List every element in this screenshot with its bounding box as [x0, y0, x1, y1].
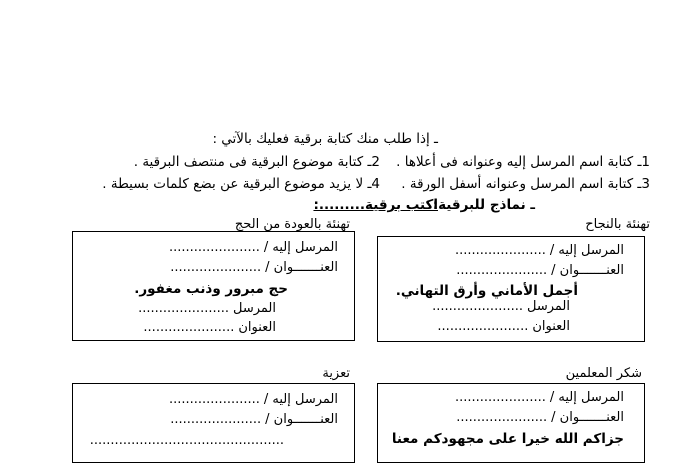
models-task: اكتب برقية.........: [313, 197, 438, 213]
recipient-line [455, 390, 624, 406]
telegram-box-hajj [72, 231, 355, 341]
telegram-message: جزاكم الله خيرا على مجهودكم معنا [391, 431, 624, 447]
recipient-label: المرسل إليه / [549, 390, 624, 405]
sender-address-line [143, 320, 276, 336]
telegram-title-thanks: شكر المعلمين [565, 366, 642, 381]
sender-label: المرسل [233, 301, 276, 316]
recipient-blank: ...................... [168, 240, 260, 255]
recipient-blank: ...................... [168, 392, 260, 407]
address-blank: ...................... [456, 263, 548, 278]
address-label: العنـــــــوان / [551, 410, 624, 425]
sender-address-label: العنوان [532, 319, 570, 334]
address-line [170, 412, 338, 428]
recipient-blank: ...................... [454, 390, 546, 405]
sender-address-line [437, 319, 570, 335]
address-line [170, 260, 338, 276]
telegram-box-thanks [377, 383, 645, 463]
telegram-message: حج مبرور وذنب مغفور. [134, 281, 288, 297]
sender-address-label: العنوان [238, 320, 276, 335]
models-heading: ـ نماذج للبرقية: [432, 197, 535, 213]
address-line [456, 410, 624, 426]
instruction-item-2: 2ـ كتابة موضوع البرقية فى منتصف البرقية . [133, 154, 380, 170]
recipient-line [169, 240, 338, 256]
telegram-message: أجمل الأماني وأرق التهاني. [395, 283, 578, 299]
telegram-title-hajj: تهنئة بالعودة من الحج [234, 217, 350, 232]
recipient-label: المرسل إليه / [549, 243, 624, 258]
address-label: العنـــــــوان / [265, 412, 338, 427]
telegram-title-condolence: تعزية [322, 366, 350, 381]
sender-address-blank: ...................... [143, 320, 235, 335]
address-blank: ...................... [170, 260, 262, 275]
telegram-title-success: تهنئة بالنجاح [585, 217, 650, 232]
sender-line [138, 301, 276, 317]
sender-blank: ...................... [432, 299, 523, 314]
telegram-box-success [377, 236, 645, 342]
address-label: العنـــــــوان / [551, 263, 624, 278]
recipient-blank: ...................... [454, 243, 546, 258]
telegram-box-condolence [72, 383, 355, 463]
address-blank: ...................... [456, 410, 548, 425]
message-blank: ............................................... [89, 433, 284, 448]
sender-line [432, 299, 570, 315]
sender-blank: ...................... [138, 301, 229, 316]
instruction-item-1: 1ـ كتابة اسم المرسل إليه وعنوانه فى أعلاها . [396, 154, 650, 170]
instructions-intro: ـ إذا طلب منك كتابة برقية فعليك بالآتي : [212, 131, 438, 147]
recipient-line [455, 243, 624, 259]
address-line [456, 263, 624, 279]
address-blank: ...................... [170, 412, 262, 427]
recipient-label: المرسل إليه / [263, 240, 338, 255]
instruction-item-3: 3ـ كتابة اسم المرسل وعنوانه أسفل الورقة . [401, 176, 650, 192]
recipient-line [169, 392, 338, 408]
address-label: العنـــــــوان / [265, 260, 338, 275]
instruction-item-4: 4ـ لا يزيد موضوع البرقية عن بضع كلمات بسيطة . [102, 176, 380, 192]
recipient-label: المرسل إليه / [263, 392, 338, 407]
sender-label: المرسل [527, 299, 570, 314]
sender-address-blank: ...................... [437, 319, 529, 334]
